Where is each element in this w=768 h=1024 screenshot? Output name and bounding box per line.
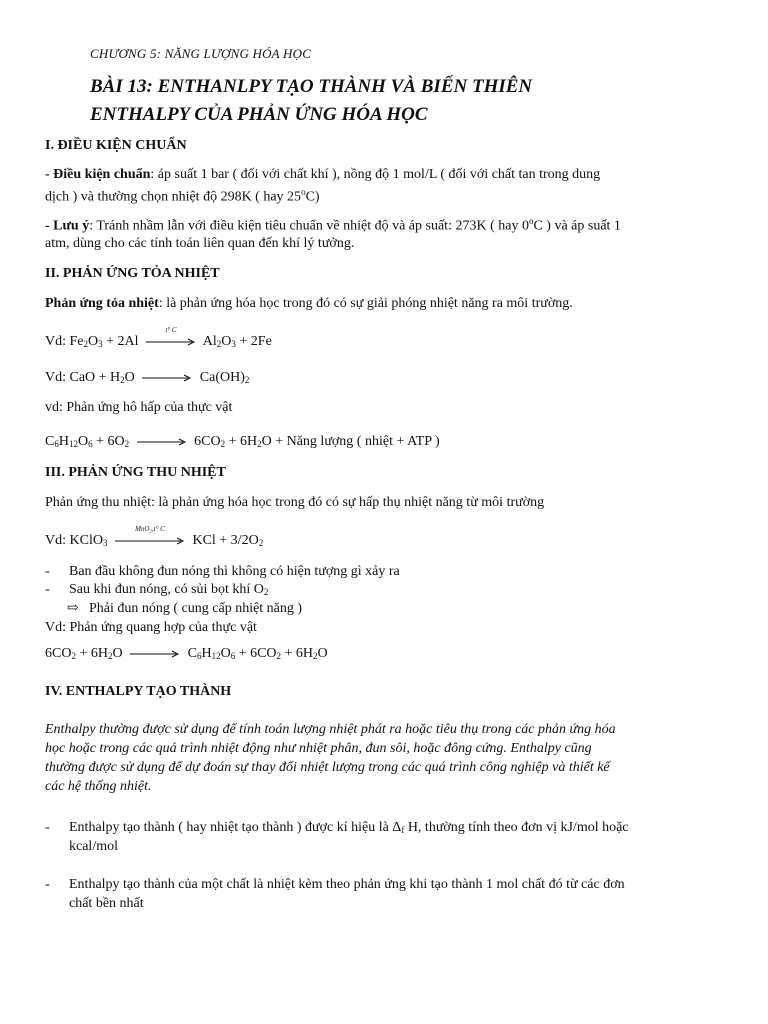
exothermic-definition: [45, 296, 573, 312]
list-item-continuation: kcal/mol: [69, 839, 118, 854]
vd-label: Vd:: [45, 533, 70, 548]
note-text: : Tránh nhầm lẫn với điều kiện tiêu chuẩn về nhiệt độ và áp suất: 273K ( hay 0: [89, 218, 529, 234]
list-item-text: Sau khi đun nóng, có sủi bọt khí O: [69, 582, 264, 597]
chapter-header: CHƯƠNG 5: NĂNG LƯỢNG HÓA HỌC: [90, 46, 312, 61]
list-item-continuation: chất bền nhất: [69, 896, 144, 911]
list-item-text: Phải đun nóng ( cung cấp nhiệt năng ): [89, 601, 303, 616]
note-lead: - Lưu ý: [45, 218, 90, 234]
delta-symbol: Δ: [392, 820, 402, 835]
list-item: - Enthalpy tạo thành của một chất là nhiệt kèm theo phản ứng khi tạo thành 1 mol chất đó từ các đơn: [45, 877, 625, 892]
list-item: - Sau khi đun nóng, có sủi bọt khí $O_2$: [45, 582, 269, 597]
endothermic-definition: Phản ứng thu nhiệt: là phản ứng hóa học trong đó có sự hấp thụ nhiệt năng từ môi trường: [45, 495, 545, 510]
vd-label: Vd:: [45, 334, 70, 349]
delta-subscript: f: [401, 825, 405, 835]
equation-kclo3: Vd: KClO$_3$ MnO₂,t° C KCl + $3/2O_2$: [45, 524, 264, 548]
implies-arrow-icon: ⇨: [67, 601, 79, 616]
standard-conditions-line2-end: C): [305, 189, 320, 205]
list-item-text: Enthalpy tạo thành ( hay nhiệt tạo thành ) được kí hiệu là: [69, 820, 393, 835]
equation-respiration: $C_6H_{12}O_6 + 6O_2$ $6CO_2 + 6H_2O$ + Năng lượng ( nhiệt + ATP ): [45, 434, 440, 449]
reaction-arrow: [137, 437, 187, 447]
note-text-end: C ) và áp suất 1: [533, 218, 621, 234]
section-1-heading: I. ĐIỀU KIỆN CHUẨN: [45, 138, 187, 153]
standard-conditions-line1: [45, 167, 600, 183]
exothermic-lead: Phản ứng tỏa nhiệt: [45, 296, 159, 311]
respiration-example: vd: Phản ứng hô hấp của thực vật: [45, 400, 233, 415]
equation-cao: Vd: CaO + $H_2O$ $Ca(OH)_2$: [45, 370, 250, 385]
enthalpy-intro-line3: thường được sử dụng để dự đoán sự thay đổi nhiệt lượng trong các quá trình công nghiệp và thiết kế: [45, 760, 610, 775]
reaction-arrow: [146, 325, 196, 347]
exothermic-text: : là phản ứng hóa học trong đó có sự giải phóng nhiệt năng ra môi trường.: [158, 296, 573, 311]
equation-photosynthesis: $6CO_2 + 6H_2O$ $C_6H_{12}O_6 + 6CO_2 + 6H_2O$: [45, 646, 328, 661]
list-item: - Ban đầu không đun nóng thì không có hiện tượng gì xảy ra: [45, 564, 400, 579]
energy-text: + Năng lượng ( nhiệt + ATP ): [271, 434, 440, 449]
section-3-heading: III. PHẢN ỨNG THU NHIỆT: [45, 465, 226, 480]
reaction-arrow: [130, 649, 180, 659]
condition-label: MnO₂,t° C: [135, 524, 165, 533]
list-item-implication: [67, 600, 302, 617]
standard-conditions-line2-text: dịch ) và thường chọn nhiệt độ 298K ( hay 25: [45, 189, 302, 205]
note-line1: - Lưu ý: Tránh nhầm lẫn với điều kiện tiêu chuẩn về nhiệt độ và áp suất: 273K ( hay 0$^o$C ) và áp suất 1: [45, 216, 621, 234]
equation-thermite: Vd: $Fe_2O_3 + 2Al$ t° C $Al_2O_3 + 2Fe$: [45, 325, 272, 349]
standard-conditions-text: : áp suất 1 bar ( đối với chất khí ), nồng độ 1 mol/L ( đối với chất tan trong dung: [150, 167, 601, 182]
standard-conditions-lead: - Điều kiện chuẩn: [45, 167, 151, 182]
enthalpy-intro-line2: học hoặc trong các quá trình nhiệt động như nhiệt phân, đun sôi, hoặc đông cứng. Enthalpy cũng: [45, 741, 592, 756]
section-4-heading: IV. ENTHALPY TẠO THÀNH: [45, 684, 232, 699]
lesson-title-line2: ENTHALPY CỦA PHẢN ỨNG HÓA HỌC: [90, 104, 428, 125]
reaction-arrow: [115, 524, 185, 546]
list-item: - Enthalpy tạo thành ( hay nhiệt tạo thành ) được kí hiệu là $\Delta_f$ H, thường tính theo đơn vị kJ/mol hoặc: [45, 820, 629, 835]
list-item-text: H, thường tính theo đơn vị kJ/mol hoặc: [404, 820, 629, 835]
list-item-text: Ban đầu không đun nóng thì không có hiện tượng gì xảy ra: [69, 564, 400, 579]
reaction-arrow: [142, 373, 192, 383]
photosynthesis-example: Vd: Phản ứng quang hợp của thực vật: [45, 620, 257, 635]
lesson-title-line1: BÀI 13: ENTHANLPY TẠO THÀNH VÀ BIẾN THIÊN: [90, 76, 533, 97]
vd-label: Vd:: [45, 370, 70, 385]
enthalpy-intro-line4: các hệ thống nhiệt.: [45, 779, 152, 794]
list-item-text: Enthalpy tạo thành của một chất là nhiệt kèm theo phản ứng khi tạo thành 1 mol chất đó từ các đơn: [69, 877, 625, 892]
condition-label: t° C: [165, 325, 177, 334]
standard-conditions-line2: dịch ) và thường chọn nhiệt độ 298K ( hay 25$^o$C): [45, 187, 320, 205]
section-2-heading: II. PHẢN ỨNG TỎA NHIỆT: [45, 266, 220, 281]
note-line2: atm, dùng cho các tính toán liên quan đến khí lý tưởng.: [45, 236, 355, 251]
enthalpy-intro-line1: Enthalpy thường được sử dụng để tính toán lượng nhiệt phát ra hoặc tiêu thụ trong các phản ứng hóa: [45, 722, 616, 737]
